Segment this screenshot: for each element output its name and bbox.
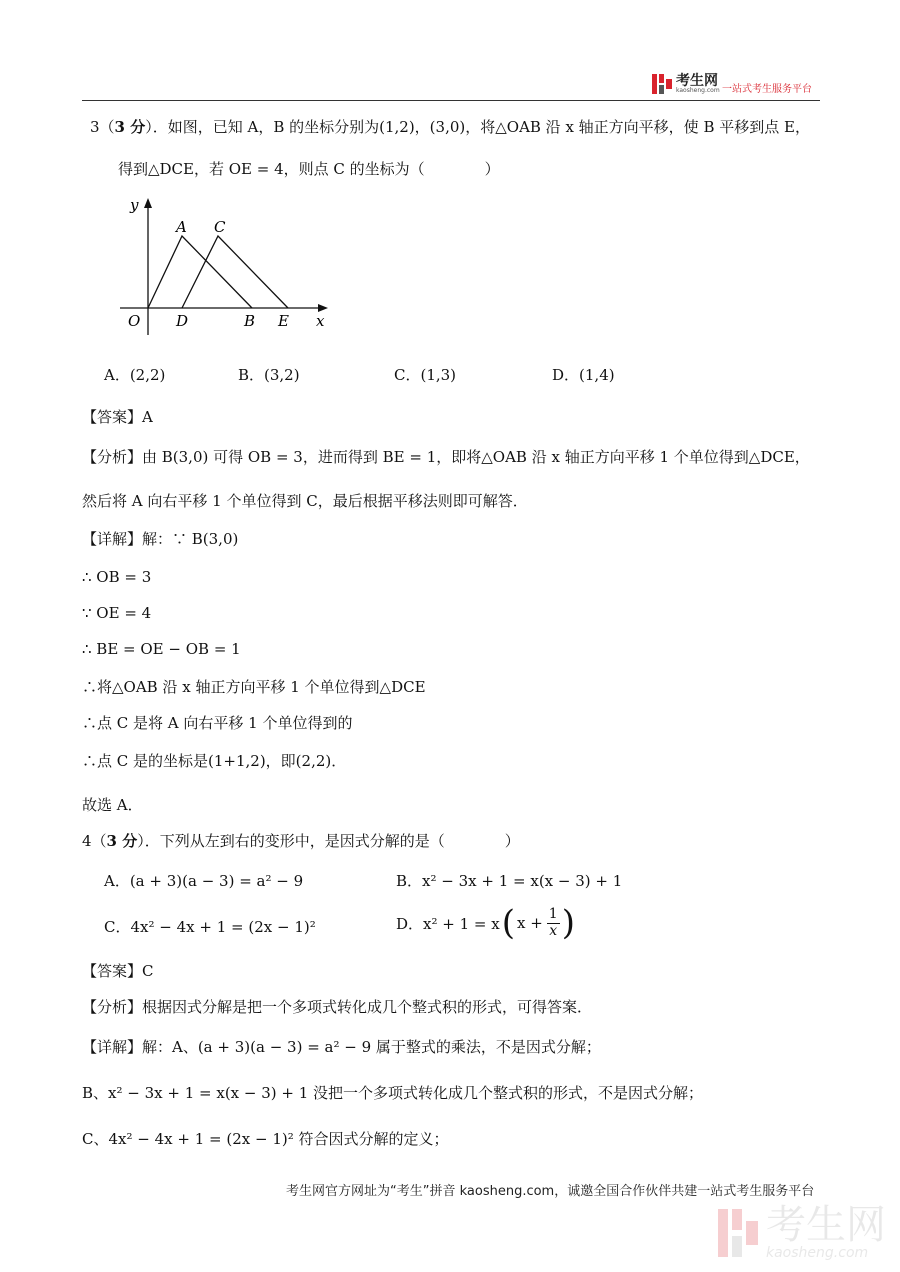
watermark-en: kaosheng.com [766, 1245, 869, 1261]
label-e: E [278, 312, 289, 330]
q4-option-a: A．(a + 3)(a − 3) = a² − 9 [104, 872, 304, 890]
q3-stem-line2: 得到△DCE，若 OE = 4，则点 C 的坐标为（ ） [118, 160, 500, 178]
watermark-logo-icon [718, 1209, 758, 1257]
header-slogan: 一站式考生服务平台 [722, 84, 812, 95]
label-b: B [244, 312, 256, 330]
q4-option-c: C．4x² − 4x + 1 = (2x − 1)² [104, 918, 316, 936]
y-axis-arrow [144, 198, 152, 208]
logo-text-en: kaosheng.com [676, 87, 720, 94]
q3-detail-3: ∴ BE = OE − OB = 1 [82, 640, 241, 658]
watermark [718, 1202, 886, 1261]
q3-detail-6: ∴点 C 是的坐标是(1+1,2)，即(2,2)． [82, 752, 347, 770]
q3-option-d: D．(1,4) [552, 366, 615, 384]
header-divider [82, 100, 820, 101]
q4-answer: 【答案】C [82, 962, 154, 980]
label-c: C [214, 218, 226, 236]
q3-coordinate-figure [110, 190, 350, 340]
label-y: y [130, 196, 139, 214]
q3-option-b: B．(3,2) [238, 366, 300, 384]
brand-logo [652, 74, 720, 94]
logo-icon [652, 74, 672, 94]
q3-answer: 【答案】A [82, 408, 153, 426]
label-x: x [316, 312, 325, 330]
q4-detail-c: C、4x² − 4x + 1 = (2x − 1)² 符合因式分解的定义； [82, 1130, 449, 1148]
label-a: A [176, 218, 187, 236]
q3-option-a: A．(2,2) [104, 366, 166, 384]
x-axis-arrow [318, 304, 328, 312]
q3-analysis-line2: 然后将 A 向右平移 1 个单位得到 C，最后根据平移法则即可解答． [82, 492, 528, 510]
footer-text: 考生网官方网址为“考生”拼音 kaosheng.com，诚邀全国合作伙伴共建一站式考生服务平台 [286, 1184, 815, 1199]
q3-analysis-line1: 【分析】由 B(3,0) 可得 OB = 3，进而得到 BE = 1，即将△OAB 沿 x 轴正方向平移 1 个单位得到△DCE， [82, 448, 810, 466]
q4-option-b: B．x² − 3x + 1 = x(x − 3) + 1 [396, 872, 623, 890]
triangle-dce [182, 236, 288, 308]
q3-detail-2: ∵ OE = 4 [82, 604, 152, 622]
q3-option-c: C．(1,3) [394, 366, 457, 384]
q4-stem: 4（3 分）．下列从左到右的变形中，是因式分解的是（ ） [82, 832, 520, 850]
q3-detail-1: ∴ OB = 3 [82, 568, 152, 586]
q3-choice: 故选 A． [82, 796, 143, 814]
label-d: D [176, 312, 189, 330]
q4-analysis: 【分析】根据因式分解是把一个多项式转化成几个整式积的形式，可得答案． [82, 998, 593, 1016]
q4-option-d: D．x² + 1 = x ( x + $\frac{1}{x}$ ) [396, 903, 575, 943]
q3-detail-0: 【详解】解：∵ B(3,0) [82, 530, 239, 548]
watermark-cn: 考生网 [766, 1202, 886, 1248]
q3-detail-5: ∴点 C 是将 A 向右平移 1 个单位得到的 [82, 714, 353, 732]
q4-detail-b: B、x² − 3x + 1 = x(x − 3) + 1 没把一个多项式转化成几个整式积的形式，不是因式分解； [82, 1084, 704, 1102]
q3-stem-line1: 3（3 分）．如图，已知 A，B 的坐标分别为(1,2)，(3,0)，将△OAB 沿 x 轴正方向平移，使 B 平移到点 E， [90, 118, 810, 136]
q4-detail-a: 【详解】解：A、(a + 3)(a − 3) = a² − 9 属于整式的乘法，不是因式分解； [82, 1038, 601, 1056]
logo-text-cn: 考生网 [676, 73, 718, 89]
label-o: O [128, 312, 141, 330]
q3-detail-4: ∴将△OAB 沿 x 轴正方向平移 1 个单位得到△DCE [82, 678, 426, 696]
